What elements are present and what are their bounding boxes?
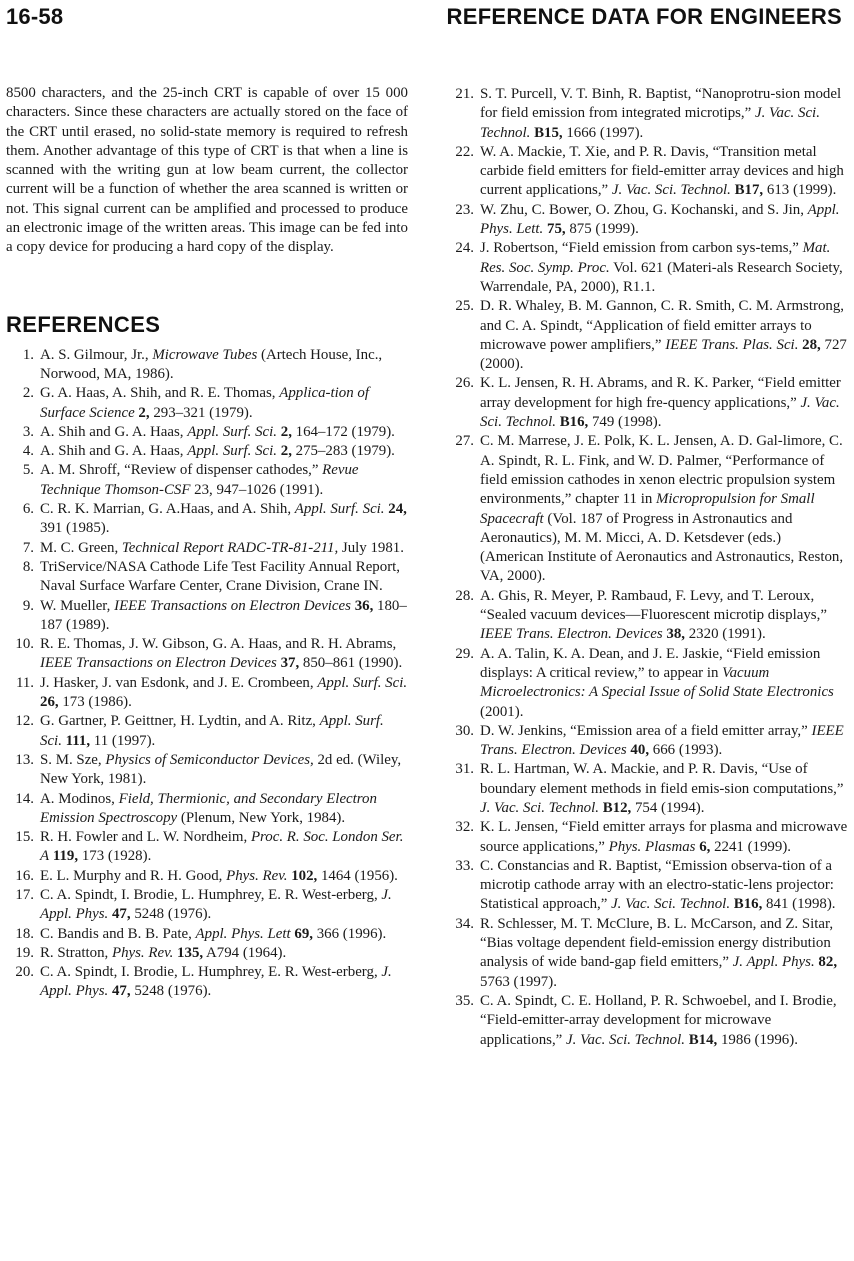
reference-item (446, 587, 848, 645)
reference-text: R. E. Thomas, J. W. Gibson, G. A. Haas, and R. H. Abrams, IEEE Transactions on Electron Devices 37, 850–861 (1990). (40, 636, 403, 672)
reference-number: 27. (455, 433, 474, 450)
reference-text: C. A. Spindt, I. Brodie, L. Humphrey, E. R. West-erberg, J. Appl. Phys. 47, 5248 (1976). (40, 886, 392, 923)
reference-item (6, 925, 408, 944)
reference-item (6, 346, 408, 385)
page-number: 16-58 (6, 4, 64, 29)
reference-number: 32. (455, 819, 474, 836)
reference-text: R. Stratton, Phys. Rev. 135, A794 (1964). (40, 944, 287, 961)
reference-number: 26. (455, 375, 474, 392)
reference-text: A. Ghis, R. Meyer, P. Rambaud, F. Levy, and T. Leroux, “Sealed vacuum devices—Fluorescent microtip displays,” IEEE Trans. Electron. Devices 38, 2320 (1991). (480, 587, 827, 643)
reference-text: A. M. Shroff, “Review of dispenser cathodes,” Revue Technique Thomson-CSF 23, 947–1026 (1991). (40, 462, 359, 498)
reference-number: 24. (455, 240, 474, 257)
reference-number: 11. (15, 674, 34, 691)
reference-text: S. T. Purcell, V. T. Binh, R. Baptist, “Nanoprotru-sion model for field emission from integrated microtips,” J. Vac. Sci. Technol. B15, 1666 (1997). (480, 86, 842, 141)
reference-text: C. A. Spindt, I. Brodie, L. Humphrey, E. R. West-erberg, J. Appl. Phys. 47, 5248 (1976). (40, 964, 392, 1000)
reference-number: 16. (15, 867, 34, 884)
reference-item (6, 461, 408, 500)
reference-text: A. Modinos, Field, Thermionic, and Secondary Electron Emission Spectroscopy (Plenum, New York, 1984). (40, 790, 377, 826)
reference-item (446, 201, 848, 240)
reference-number: 33. (455, 857, 474, 874)
reference-number: 20. (15, 964, 34, 981)
reference-item (6, 790, 408, 829)
reference-text: S. M. Sze, Physics of Semiconductor Devices, 2d ed. (Wiley, New York, 1981). (40, 751, 402, 788)
reference-item (446, 857, 848, 915)
reference-text: R. H. Fowler and L. W. Nordheim, Proc. R. Soc. London Ser. A 119, 173 (1928). (40, 829, 404, 865)
reference-number: 8. (22, 558, 34, 575)
reference-item (446, 85, 848, 143)
reference-text: M. C. Green, Technical Report RADC-TR-81-211, July 1981. (40, 539, 404, 556)
reference-text: K. L. Jensen, “Field emitter arrays for plasma and microwave source applications,” Phys. Plasmas 6, 2241 (1999). (480, 819, 848, 855)
reference-number: 35. (455, 992, 474, 1009)
reference-text: A. Shih and G. A. Haas, Appl. Surf. Sci. 2, 164–172 (1979). (40, 423, 395, 440)
reference-number: 18. (15, 925, 34, 942)
reference-item (6, 635, 408, 674)
reference-number: 31. (455, 761, 474, 778)
reference-number: 7. (22, 539, 34, 556)
reference-number: 4. (22, 443, 34, 460)
reference-list-left (6, 346, 408, 1002)
reference-text: J. Hasker, J. van Esdonk, and J. E. Crombeen, Appl. Surf. Sci. 26, 173 (1986). (40, 674, 408, 711)
reference-item (446, 645, 848, 722)
reference-text: J. Robertson, “Field emission from carbon sys-tems,” Mat. Res. Soc. Symp. Proc. Vol. 621 (Materi-als Research Society, Warrendale, PA, 2000), R1.1. (480, 240, 843, 295)
reference-number: 28. (455, 587, 474, 604)
reference-item (446, 239, 848, 297)
reference-number: 1. (22, 346, 34, 363)
reference-text: R. L. Hartman, W. A. Mackie, and P. R. Davis, “Use of boundary element methods in field emis-sion computations,” J. Vac. Sci. Technol. B12, 754 (1994). (480, 761, 844, 816)
body-paragraph: 8500 characters, and the 25-inch CRT is capable of over 15 000 characters. Since these characters are actually stored on the face of the CRT until erased, no solid-state memory is required to refresh them. Another advantage of this type of CRT is that when a line is scanned with the writing gun at low beam current, the collector current will be a function of whether the area scanned is written or not. This signal current can be amplified and processed to produce an electronic image of the written areas. This image can be fed into a copy device for producing a hard copy of the display. (6, 85, 408, 256)
reference-number: 3. (22, 423, 34, 440)
reference-number: 10. (15, 636, 34, 653)
reference-text: C. Bandis and B. B. Pate, Appl. Phys. Lett 69, 366 (1996). (40, 925, 387, 942)
reference-text: W. Zhu, C. Bower, O. Zhou, G. Kochanski, and S. Jin, Appl. Phys. Lett. 75, 875 (1999). (480, 201, 840, 238)
reference-item (6, 423, 408, 442)
running-title: REFERENCE DATA FOR ENGINEERS (446, 4, 842, 29)
references-heading: REFERENCES (6, 311, 161, 337)
reference-item (446, 915, 848, 992)
reference-number: 22. (455, 143, 474, 160)
reference-text: C. Constancias and R. Baptist, “Emission observa-tion of a microtip cathode array with an electro-static-lens projector: Statistical approach,” J. Vac. Sci. Technol. B16, 841 (1998). (480, 857, 836, 913)
reference-text: W. A. Mackie, T. Xie, and P. R. Davis, “Transition metal carbide field emitters for field-emitter array devices and high current applications,” J. Vac. Sci. Technol. B17, 613 (1999). (480, 143, 844, 199)
reference-number: 17. (15, 886, 34, 903)
reference-item (446, 722, 848, 761)
reference-item (6, 539, 408, 558)
reference-item (6, 500, 408, 539)
reference-text: TriService/NASA Cathode Life Test Facility Annual Report, Naval Surface Warfare Center, Crane Division, Crane IN. (40, 558, 401, 595)
reference-text: E. L. Murphy and R. H. Good, Phys. Rev. 102, 1464 (1956). (40, 867, 398, 884)
left-column (6, 84, 408, 1002)
reference-number: 6. (22, 501, 34, 518)
reference-number: 5. (22, 462, 34, 479)
reference-number: 29. (455, 645, 474, 662)
page-header (0, 0, 854, 34)
reference-number: 23. (455, 201, 474, 218)
reference-number: 30. (455, 722, 474, 739)
reference-number: 21. (455, 86, 474, 102)
right-column (446, 85, 848, 1050)
reference-text: C. A. Spindt, C. E. Holland, P. R. Schwoebel, and I. Brodie, “Field-emitter-array development for microwave applications,” J. Vac. Sci. Technol. B14, 1986 (1996). (480, 992, 837, 1048)
reference-number: 34. (455, 915, 474, 932)
reference-item (446, 432, 848, 586)
reference-item (446, 992, 848, 1050)
reference-number: 9. (22, 597, 34, 614)
reference-number: 25. (455, 298, 474, 315)
reference-item (446, 818, 848, 857)
reference-item (6, 384, 408, 423)
reference-text: C. R. K. Marrian, G. A.Haas, and A. Shih, Appl. Surf. Sci. 24, 391 (1985). (40, 501, 407, 537)
reference-text: K. L. Jensen, R. H. Abrams, and R. K. Parker, “Field emitter array development for high fre-quency applications,” J. Vac. Sci. Technol. B16, 749 (1998). (480, 375, 841, 431)
reference-number: 15. (15, 829, 34, 846)
reference-item (6, 867, 408, 886)
reference-item (6, 597, 408, 636)
reference-number: 19. (15, 944, 34, 961)
reference-text: A. Shih and G. A. Haas, Appl. Surf. Sci. 2, 275–283 (1979). (40, 443, 395, 460)
reference-text: G. Gartner, P. Geittner, H. Lydtin, and A. Ritz, Appl. Surf. Sci. 111, 11 (1997). (40, 713, 384, 749)
reference-item (6, 442, 408, 461)
reference-text: G. A. Haas, A. Shih, and R. E. Thomas, Applica-tion of Surface Science 2, 293–321 (1979). (40, 385, 369, 421)
reference-item (6, 712, 408, 751)
reference-item (6, 558, 408, 597)
reference-item (446, 760, 848, 818)
reference-item (6, 674, 408, 713)
reference-number: 13. (15, 751, 34, 768)
reference-number: 12. (15, 713, 34, 730)
reference-text: D. W. Jenkins, “Emission area of a field emitter array,” IEEE Trans. Electron. Devices 40, 666 (1993). (480, 722, 844, 759)
reference-item (6, 944, 408, 963)
reference-item (446, 297, 848, 374)
reference-item (446, 374, 848, 432)
reference-number: 14. (15, 790, 34, 807)
reference-list-right (446, 85, 848, 1050)
reference-item (6, 751, 408, 790)
reference-item (6, 828, 408, 867)
reference-item (446, 143, 848, 201)
reference-text: A. A. Talin, K. A. Dean, and J. E. Jaskie, “Field emission displays: A critical review,” to appear in Vacuum Microelectronics: A Special Issue of Solid State Electronics (2001). (480, 645, 834, 720)
reference-text: C. M. Marrese, J. E. Polk, K. L. Jensen, A. D. Gal-limore, C. A. Spindt, R. L. Fink, and W. D. Palmer, “Performance of field emission cathodes in xenon electric propulsion system environments,” chapter 11 in Micropropulsion for Small Spacecraft (Vol. 187 of Progress in Astronautics and Aeronautics), M. M. Micci, A. D. Ketsdever (eds.) (American Institute of Aeronautics and Astronautics, Reston, VA, 2000). (480, 433, 844, 585)
reference-item (6, 886, 408, 925)
reference-text: W. Mueller, IEEE Transactions on Electron Devices 36, 180–187 (1989). (40, 597, 407, 633)
reference-text: R. Schlesser, M. T. McClure, B. L. McCarson, and Z. Sitar, “Bias voltage dependent field-emission energy distribution analysis of wide band-gap field emitters,” J. Appl. Phys. 82, 5763 (1997). (480, 915, 838, 990)
reference-text: D. R. Whaley, B. M. Gannon, C. R. Smith, C. M. Armstrong, and C. A. Spindt, “Application of field emitter arrays to microwave power amplifiers,” IEEE Trans. Plas. Sci. 28, 727 (2000). (480, 298, 847, 373)
reference-item (6, 963, 408, 1002)
reference-text: A. S. Gilmour, Jr., Microwave Tubes (Artech House, Inc., Norwood, MA, 1986). (40, 346, 383, 382)
reference-number: 2. (22, 385, 34, 402)
